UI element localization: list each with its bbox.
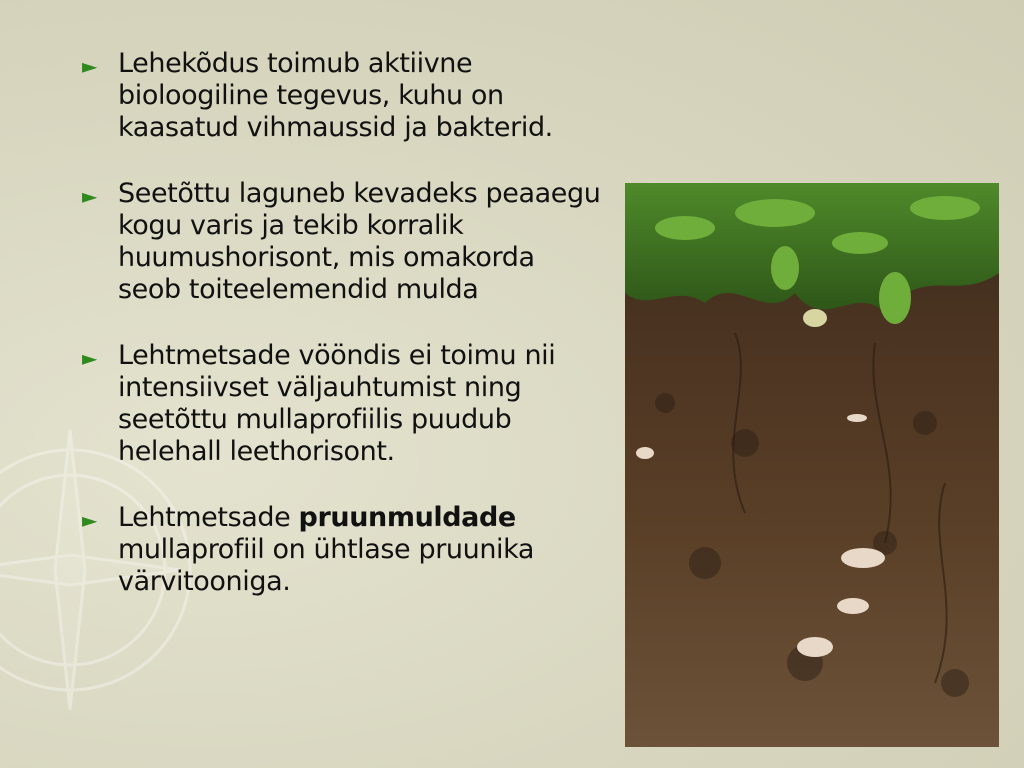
triangle-right-icon: ►	[82, 508, 97, 532]
bullet-text-before: Lehtmetsade	[118, 502, 299, 533]
bullet-text-after: mullaprofiil on ühtlase pruunika värvitooniga.	[118, 534, 535, 597]
bullet-text: Lehtmetsade vööndis ei toimu nii intensiivset väljauhtumist ning seetõttu mullaprofiilis puudub helehall leethorisont.	[118, 340, 556, 467]
bullet-text-bold: pruunmuldade	[298, 502, 516, 533]
soil-profile-photo	[625, 183, 999, 747]
bullet-text: Lehekõdus toimub aktiivne bioloogiline tegevus, kuhu on kaasatud vihmaussid ja bakterid.	[118, 48, 553, 143]
triangle-right-icon: ►	[82, 54, 97, 78]
triangle-right-icon: ►	[82, 184, 97, 208]
bullet-item	[82, 48, 602, 144]
bullet-item	[82, 340, 602, 468]
bullet-item	[82, 178, 602, 306]
bullet-text: Seetõttu laguneb kevadeks peaaegu kogu varis ja tekib korralik huumushorisont, mis omakorda seob toiteelemendid mulda	[118, 178, 601, 305]
bullet-item	[82, 502, 602, 598]
triangle-right-icon: ►	[82, 346, 97, 370]
bullet-list	[82, 48, 602, 598]
